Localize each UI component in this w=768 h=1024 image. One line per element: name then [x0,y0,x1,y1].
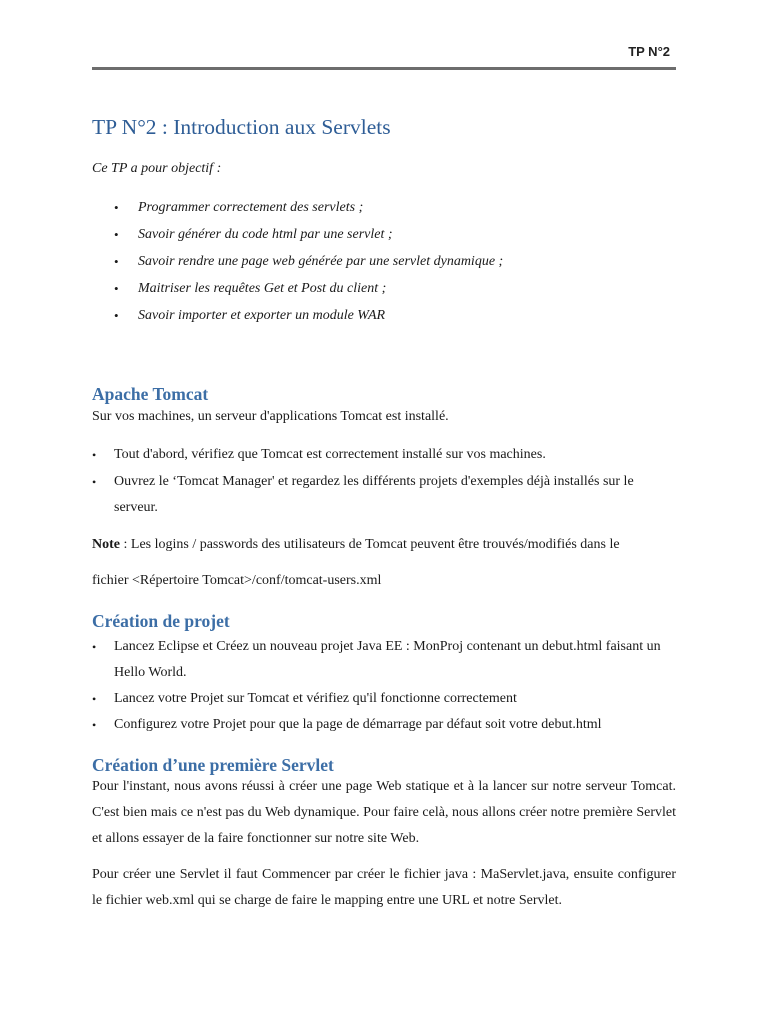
bullet-icon: • [92,718,97,732]
tomcat-list [92,442,676,521]
intro-text: Ce TP a pour objectif : [92,161,222,176]
list-item: • Lancez votre Projet sur Tomcat et vérifiez qu'il fonctionne correctement [92,686,676,712]
bullet-icon: • [92,692,97,706]
section-heading-projet: Création de projet [92,611,230,631]
servlet-paragraph-1: Pour l'instant, nous avons réussi à créer une page Web statique et à la lancer sur notre serveur Tomcat. C'est bien mais ce n'est pas du Web dynamique. Pour faire celà, nous allons créer notre première Servlet et allons essayer de la faire fonctionner sur notre site Web. [92,779,676,846]
note-paragraph-continued: fichier <Répertoire Tomcat>/conf/tomcat-users.xml [92,573,382,588]
objectives-list [114,198,503,333]
list-item: • Tout d'abord, vérifiez que Tomcat est correctement installé sur vos machines. [92,442,676,468]
list-item: • Savoir générer du code html par une servlet ; [114,225,503,252]
note-paragraph: Note : Les logins / passwords des utilisateurs de Tomcat peuvent être trouvés/modifiés dans le [92,537,620,552]
bullet-icon: • [114,227,119,242]
projet-list [92,634,676,738]
section-heading-servlet: Création d’une première Servlet [92,755,334,775]
bullet-icon: • [114,281,119,296]
list-item: • Configurez votre Projet pour que la page de démarrage par défaut soit votre debut.html [92,712,676,738]
list-item: • Savoir importer et exporter un module WAR [114,306,503,333]
header-label: TP N°2 [628,44,670,59]
page-title: TP N°2 : Introduction aux Servlets [92,115,391,139]
bullet-icon: • [114,254,119,269]
list-item: • Ouvrez le ‘Tomcat Manager' et regardez les différents projets d'exemples déjà installés sur le serveur. [92,469,676,521]
bullet-icon: • [92,475,97,489]
bullet-icon: • [114,308,119,323]
bullet-icon: • [114,200,119,215]
list-item: • Savoir rendre une page web générée par une servlet dynamique ; [114,252,503,279]
servlet-paragraph-2: Pour créer une Servlet il faut Commencer par créer le fichier java : MaServlet.java, ensuite configurer le fichier web.xml qui se charge de faire le mapping entre une URL et notre Servlet. [92,867,676,908]
list-item: • Maitriser les requêtes Get et Post du client ; [114,279,503,306]
tomcat-intro: Sur vos machines, un serveur d'applications Tomcat est installé. [92,409,449,424]
bullet-icon: • [92,640,97,654]
section-heading-tomcat: Apache Tomcat [92,384,209,404]
header-divider [92,67,676,70]
bullet-icon: • [92,448,97,462]
list-item: • Programmer correctement des servlets ; [114,198,503,225]
list-item: • Lancez Eclipse et Créez un nouveau projet Java EE : MonProj contenant un debut.html faisant un Hello World. [92,634,676,686]
note-label: Note [92,537,120,552]
